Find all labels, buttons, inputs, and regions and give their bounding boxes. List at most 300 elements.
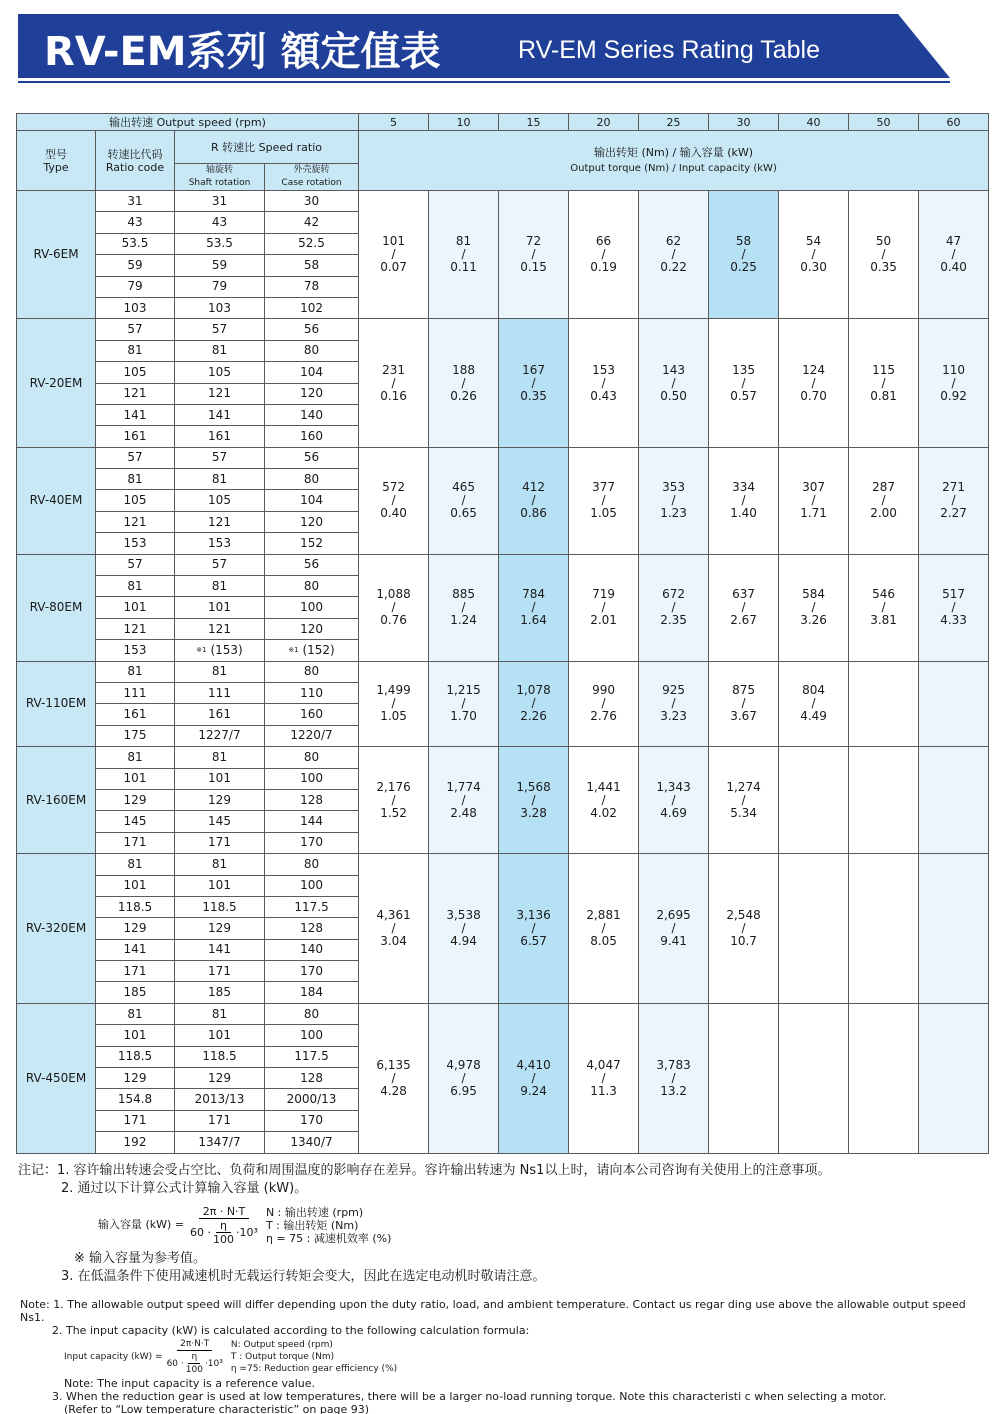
ratio-code-cell: 185 — [96, 982, 175, 1003]
rating-cell — [569, 747, 639, 854]
ratio-code-cell: 105 — [96, 490, 175, 511]
case-rotation-en: Case rotation — [281, 178, 342, 188]
shaft-rotation-en: Shaft rotation — [188, 178, 251, 188]
case-rotation-cell: 152 — [265, 533, 359, 554]
table-row — [17, 447, 989, 468]
slash: / — [951, 375, 956, 390]
formula-den-b-cn: ·10³ — [236, 1225, 258, 1239]
torque-value: 307 — [802, 480, 825, 495]
case-rotation-cell: 160 — [265, 426, 359, 447]
slash: / — [671, 375, 676, 390]
slash: / — [391, 247, 396, 262]
rating-cell — [499, 554, 569, 661]
formula-legend-en — [231, 1339, 397, 1375]
ratio-code-cell: 57 — [96, 554, 175, 575]
rating-cell — [499, 447, 569, 554]
ratio-code-cell: 101 — [96, 597, 175, 618]
slash: / — [461, 493, 466, 508]
formula-100-cn: 100 — [213, 1232, 235, 1246]
torque-value: 271 — [942, 480, 965, 495]
ratio-code-cell: 81 — [96, 854, 175, 875]
ratio-code-cell: 141 — [96, 404, 175, 425]
rating-cell — [849, 1003, 919, 1153]
capacity-value: 1.64 — [520, 613, 547, 628]
rating-cell — [709, 447, 779, 554]
torque-value: 1,274 — [726, 779, 761, 794]
shaft-rotation-cell: 103 — [175, 297, 265, 318]
case-rotation-cell: 170 — [265, 832, 359, 853]
case-rotation-cell: 58 — [265, 255, 359, 276]
rating-cell — [919, 447, 989, 554]
note-2-cn: 2. 通过以下计算公式计算输入容量 (kW)。 — [61, 1181, 308, 1196]
slash: / — [531, 920, 536, 935]
torque-value: 110 — [942, 362, 965, 377]
ratio-code-cell: 101 — [96, 768, 175, 789]
rating-cell — [849, 319, 919, 447]
torque-value: 925 — [662, 683, 685, 698]
type-header — [17, 131, 96, 191]
slash: / — [461, 920, 466, 935]
torque-value: 885 — [452, 587, 475, 602]
capacity-value: 3.67 — [730, 709, 757, 724]
case-rotation-header — [265, 164, 359, 191]
rating-cell — [639, 191, 709, 319]
ratio-code-cell: 101 — [96, 1025, 175, 1046]
ratio-code-cell: 43 — [96, 212, 175, 233]
rating-cell — [499, 747, 569, 854]
shaft-rotation-cell: 79 — [175, 276, 265, 297]
page-header — [18, 14, 950, 84]
capacity-value: 8.05 — [590, 933, 617, 948]
capacity-value: 0.26 — [450, 388, 477, 403]
slash: / — [461, 375, 466, 390]
ratio-code-cell: 81 — [96, 1003, 175, 1024]
notes-en — [20, 1298, 990, 1414]
rating-cell — [499, 854, 569, 1004]
capacity-value: 5.34 — [730, 805, 757, 820]
capacity-value: 1.23 — [660, 506, 687, 521]
shaft-rotation-cell: 171 — [175, 832, 265, 853]
ratio-code-cell: 129 — [96, 918, 175, 939]
rating-cell — [569, 661, 639, 747]
rating-cell — [919, 319, 989, 447]
table-row — [17, 554, 989, 575]
rating-cell — [639, 661, 709, 747]
ratio-code-cell: 101 — [96, 875, 175, 896]
shaft-rotation-cell: 121 — [175, 511, 265, 532]
case-rotation-cell: 80 — [265, 661, 359, 682]
rating-cell — [429, 319, 499, 447]
torque-value: 2,881 — [586, 907, 621, 922]
torque-value: 875 — [732, 683, 755, 698]
rating-cell — [429, 747, 499, 854]
rating-cell — [359, 1003, 429, 1153]
capacity-value: 2.01 — [590, 613, 617, 628]
ratio-code-cell: 57 — [96, 447, 175, 468]
slash: / — [671, 792, 676, 807]
ratio-value: (152) — [302, 642, 335, 657]
formula-100-en: 100 — [185, 1365, 203, 1375]
rating-cell — [429, 447, 499, 554]
capacity-value: 0.43 — [590, 388, 617, 403]
rating-cell — [359, 747, 429, 854]
torque-value: 3,136 — [516, 907, 551, 922]
rating-cell — [709, 319, 779, 447]
shaft-rotation-cell: 161 — [175, 426, 265, 447]
ratio-code-cell: 121 — [96, 618, 175, 639]
slash: / — [391, 1070, 396, 1085]
case-rotation-cell — [265, 640, 359, 661]
ratio-code-cell: 121 — [96, 511, 175, 532]
shaft-rotation-cell: 105 — [175, 490, 265, 511]
case-rotation-cell: 140 — [265, 404, 359, 425]
ratio-code-cell: 129 — [96, 789, 175, 810]
formula-label-cn: 输入容量 (kW) = — [98, 1218, 185, 1231]
torque-value: 2,695 — [656, 907, 691, 922]
ratio-code-cell: 118.5 — [96, 1046, 175, 1067]
case-rotation-cell: 104 — [265, 490, 359, 511]
ratio-code-header — [96, 131, 175, 191]
rating-cell — [569, 554, 639, 661]
capacity-value: 1.05 — [380, 709, 407, 724]
formula-eta-en: η — [188, 1351, 200, 1364]
capacity-value: 0.86 — [520, 506, 547, 521]
shaft-rotation-cell: 129 — [175, 1068, 265, 1089]
ratio-code-cell: 145 — [96, 811, 175, 832]
capacity-value: 4.02 — [590, 805, 617, 820]
slash: / — [601, 696, 606, 711]
case-rotation-cell: 117.5 — [265, 896, 359, 917]
capacity-value: 10.7 — [730, 933, 757, 948]
rating-cell — [709, 191, 779, 319]
torque-value: 58 — [735, 234, 752, 249]
model-type: RV-160EM — [17, 747, 96, 854]
note-ref-en: Note: The input capacity is a reference value. — [64, 1377, 316, 1390]
legend-n-cn: N : 输出转速 (rpm) — [265, 1205, 364, 1219]
case-rotation-cell: 102 — [265, 297, 359, 318]
shaft-rotation-cell: 31 — [175, 191, 265, 212]
capacity-value: 3.81 — [870, 613, 897, 628]
model-type: RV-6EM — [17, 191, 96, 319]
rating-cell — [709, 661, 779, 747]
table-row — [17, 854, 989, 875]
ratio-code-cell: 81 — [96, 469, 175, 490]
rating-cell — [779, 747, 849, 854]
rating-cell — [779, 854, 849, 1004]
case-rotation-cell: 80 — [265, 747, 359, 768]
note-1-cn: 1. 容许输出转速会受占空比、负荷和周围温度的影响存在差异。容许输出转速为 Ns1以上时，请向本公司咨询有关使用上的注意事项。 — [57, 1163, 831, 1178]
rating-cell — [639, 447, 709, 554]
rating-cell — [639, 1003, 709, 1153]
formula-fraction-en — [167, 1338, 223, 1376]
case-rotation-cell: 120 — [265, 511, 359, 532]
torque-value: 62 — [665, 234, 682, 249]
note-3-en: 3. When the reduction gear is used at low temperatures, there will be a larger no-load running torque. Note this characteristi c when selecting a motor. — [52, 1390, 887, 1403]
ratio-code-cell: 153 — [96, 533, 175, 554]
case-rotation-cell: 56 — [265, 554, 359, 575]
rating-cell — [919, 554, 989, 661]
slash: / — [461, 1070, 466, 1085]
rating-cell — [359, 191, 429, 319]
speed-header: 50 — [849, 114, 919, 131]
rating-cell — [919, 191, 989, 319]
shaft-rotation-cell: 81 — [175, 747, 265, 768]
case-rotation-cell: 144 — [265, 811, 359, 832]
capacity-value: 4.33 — [940, 613, 967, 628]
capacity-value: 0.70 — [800, 388, 827, 403]
rating-cell — [919, 661, 989, 747]
capacity-value: 1.40 — [730, 506, 757, 521]
case-rotation-cell: 1340/7 — [265, 1132, 359, 1153]
capacity-value: 2.76 — [590, 709, 617, 724]
torque-value: 1,088 — [376, 587, 411, 602]
rating-cell — [569, 319, 639, 447]
ratio-code-cell: 153 — [96, 640, 175, 661]
torque-value: 1,499 — [376, 683, 411, 698]
slash: / — [391, 493, 396, 508]
ratio-code-cell: 105 — [96, 362, 175, 383]
case-rotation-cell: 2000/13 — [265, 1089, 359, 1110]
capacity-value: 0.65 — [450, 506, 477, 521]
slash: / — [531, 1070, 536, 1085]
shaft-rotation-cell: 153 — [175, 533, 265, 554]
shaft-rotation-cell: 171 — [175, 1110, 265, 1131]
rating-cell — [849, 854, 919, 1004]
slash: / — [811, 247, 816, 262]
ratio-code-cell: 103 — [96, 297, 175, 318]
torque-value: 231 — [382, 362, 405, 377]
slash: / — [531, 375, 536, 390]
table-row — [17, 1003, 989, 1024]
note-3-cn: 3. 在低温条件下使用减速机时无载运行转矩会变大，因此在选定电动机时敬请注意。 — [61, 1269, 546, 1284]
shaft-rotation-cell: 161 — [175, 704, 265, 725]
slash: / — [531, 792, 536, 807]
rating-cell — [499, 1003, 569, 1153]
torque-value: 412 — [522, 480, 545, 495]
table-row — [17, 319, 989, 340]
rating-cell — [709, 554, 779, 661]
torque-value: 1,568 — [516, 779, 551, 794]
case-rotation-cell: 80 — [265, 576, 359, 597]
ratio-code-header-cn: 转速比代码 — [107, 147, 163, 161]
capacity-value: 4.69 — [660, 805, 687, 820]
shaft-rotation-cell — [175, 640, 265, 661]
case-rotation-cell: 120 — [265, 618, 359, 639]
ratio-code-cell: 141 — [96, 939, 175, 960]
torque-value: 101 — [382, 234, 405, 249]
shaft-rotation-cell: 101 — [175, 768, 265, 789]
torque-value: 465 — [452, 480, 475, 495]
case-rotation-cell: 30 — [265, 191, 359, 212]
shaft-rotation-cell: 121 — [175, 618, 265, 639]
shaft-rotation-cell: 81 — [175, 854, 265, 875]
torque-value: 2,176 — [376, 779, 411, 794]
legend-eta-en: η =75: Reduction gear efficiency (%) — [230, 1364, 398, 1374]
torque-value: 188 — [452, 362, 475, 377]
capacity-value: 6.95 — [450, 1083, 477, 1098]
capacity-value: 0.35 — [520, 388, 547, 403]
torque-value: 135 — [732, 362, 755, 377]
capacity-value: 0.30 — [800, 260, 827, 275]
ratio-code-cell: 118.5 — [96, 896, 175, 917]
rating-cell — [849, 661, 919, 747]
rating-cell — [919, 854, 989, 1004]
ratio-code-cell: 171 — [96, 832, 175, 853]
torque-value: 47 — [945, 234, 962, 249]
case-rotation-cell: 100 — [265, 1025, 359, 1046]
ratio-code-cell: 171 — [96, 1110, 175, 1131]
ratio-code-cell: 81 — [96, 661, 175, 682]
torque-value: 4,978 — [446, 1057, 481, 1072]
type-header-en: Type — [43, 160, 69, 174]
slash: / — [811, 600, 816, 615]
torque-header-cn: 输出转矩 (Nm) / 输入容量 (kW) — [594, 146, 754, 159]
capacity-value: 0.16 — [380, 388, 407, 403]
torque-value: 167 — [522, 362, 545, 377]
notes-label: 注记： — [18, 1163, 58, 1178]
case-rotation-cell: 128 — [265, 789, 359, 810]
slash: / — [881, 493, 886, 508]
ratio-code-cell: 161 — [96, 704, 175, 725]
shaft-rotation-cell: 1347/7 — [175, 1132, 265, 1153]
ratio-code-cell: 31 — [96, 191, 175, 212]
rating-cell — [919, 747, 989, 854]
rating-cell — [849, 747, 919, 854]
slash: / — [741, 247, 746, 262]
torque-value: 2,548 — [726, 907, 761, 922]
table-row — [17, 661, 989, 682]
slash: / — [951, 600, 956, 615]
case-rotation-cell: 100 — [265, 768, 359, 789]
page-title: RV-EM系列 額定值表 — [44, 29, 441, 75]
capacity-value: 6.57 — [520, 933, 547, 948]
shaft-rotation-cell: 1227/7 — [175, 725, 265, 746]
formula-den-a-en: 60 · — [166, 1358, 184, 1369]
case-rotation-cell: 140 — [265, 939, 359, 960]
capacity-value: 9.41 — [660, 933, 687, 948]
table-row — [17, 747, 989, 768]
slash: / — [671, 493, 676, 508]
model-type: RV-20EM — [17, 319, 96, 447]
shaft-rotation-cell: 145 — [175, 811, 265, 832]
rating-cell — [779, 1003, 849, 1153]
note-1-en: Note: 1. The allowable output speed will differ depending upon the duty ratio, load, and ambient temperature. Contact us regar ding use above the allowable output speed Ns1. — [20, 1298, 966, 1324]
note-2-en: 2. The input capacity (kW) is calculated according to the following calculation formula: — [52, 1324, 530, 1337]
slash: / — [391, 600, 396, 615]
torque-value: 6,135 — [376, 1057, 411, 1072]
slash: / — [601, 600, 606, 615]
capacity-value: 0.40 — [940, 260, 967, 275]
capacity-value: 4.49 — [800, 709, 827, 724]
speed-header: 30 — [709, 114, 779, 131]
model-type: RV-80EM — [17, 554, 96, 661]
torque-value: 4,047 — [586, 1057, 621, 1072]
speed-header: 40 — [779, 114, 849, 131]
rating-cell — [779, 319, 849, 447]
case-rotation-cell: 184 — [265, 982, 359, 1003]
rating-cell — [779, 447, 849, 554]
formula-den-a-cn: 60 · — [190, 1225, 212, 1239]
capacity-value: 3.04 — [380, 933, 407, 948]
formula-numerator-cn: 2π · N·T — [199, 1205, 250, 1219]
slash: / — [811, 696, 816, 711]
case-rotation-cell: 160 — [265, 704, 359, 725]
torque-value: 804 — [802, 683, 825, 698]
torque-value: 584 — [802, 587, 825, 602]
torque-value: 546 — [872, 587, 895, 602]
slash: / — [601, 493, 606, 508]
capacity-value: 1.52 — [380, 805, 407, 820]
slash: / — [741, 600, 746, 615]
capacity-value: 2.26 — [520, 709, 547, 724]
capacity-value: 2.35 — [660, 613, 687, 628]
case-rotation-cell: 80 — [265, 854, 359, 875]
slash: / — [741, 696, 746, 711]
rating-cell — [359, 554, 429, 661]
shaft-rotation-cell: 118.5 — [175, 1046, 265, 1067]
ratio-code-header-en: Ratio code — [105, 160, 165, 174]
legend-eta-cn: η = 75 : 减速机效率 (%) — [265, 1231, 392, 1245]
capacity-value: 1.70 — [450, 709, 477, 724]
capacity-value: 2.27 — [940, 506, 967, 521]
shaft-rotation-cell: 81 — [175, 576, 265, 597]
capacity-value: 11.3 — [590, 1083, 617, 1098]
case-rotation-cell: 120 — [265, 383, 359, 404]
torque-value: 124 — [802, 362, 825, 377]
rating-cell — [359, 854, 429, 1004]
torque-value: 517 — [942, 587, 965, 602]
case-rotation-cell: 56 — [265, 319, 359, 340]
ratio-code-cell: 59 — [96, 255, 175, 276]
footnote-mark: ※1 — [196, 645, 207, 654]
slash: / — [461, 696, 466, 711]
ratio-code-cell: 79 — [96, 276, 175, 297]
torque-header — [359, 131, 989, 191]
torque-value: 287 — [872, 480, 895, 495]
torque-value: 990 — [592, 683, 615, 698]
torque-value: 50 — [875, 234, 892, 249]
rating-cell — [779, 554, 849, 661]
capacity-value: 4.94 — [450, 933, 477, 948]
ratio-code-cell: 121 — [96, 383, 175, 404]
slash: / — [741, 375, 746, 390]
capacity-value: 1.05 — [590, 506, 617, 521]
shaft-rotation-cell: 81 — [175, 661, 265, 682]
formula-fraction-cn — [190, 1205, 258, 1246]
shaft-rotation-cell: 101 — [175, 875, 265, 896]
shaft-rotation-cell: 81 — [175, 469, 265, 490]
torque-value: 353 — [662, 480, 685, 495]
capacity-value: 0.40 — [380, 506, 407, 521]
rating-cell — [429, 854, 499, 1004]
speed-header: 15 — [499, 114, 569, 131]
ratio-code-cell: 81 — [96, 576, 175, 597]
shaft-rotation-cell: 141 — [175, 404, 265, 425]
torque-value: 153 — [592, 362, 615, 377]
rating-cell — [429, 554, 499, 661]
legend-n-en: N: Output speed (rpm) — [230, 1340, 333, 1350]
shaft-rotation-cell: 129 — [175, 918, 265, 939]
footnote-mark: ※1 — [288, 645, 299, 654]
shaft-rotation-cell: 2013/13 — [175, 1089, 265, 1110]
rating-cell — [429, 191, 499, 319]
case-rotation-cn: 外壳旋转 — [293, 165, 330, 175]
rating-cell — [709, 1003, 779, 1153]
capacity-value: 0.50 — [660, 388, 687, 403]
case-rotation-cell: 100 — [265, 875, 359, 896]
capacity-value: 4.28 — [380, 1083, 407, 1098]
slash: / — [601, 375, 606, 390]
